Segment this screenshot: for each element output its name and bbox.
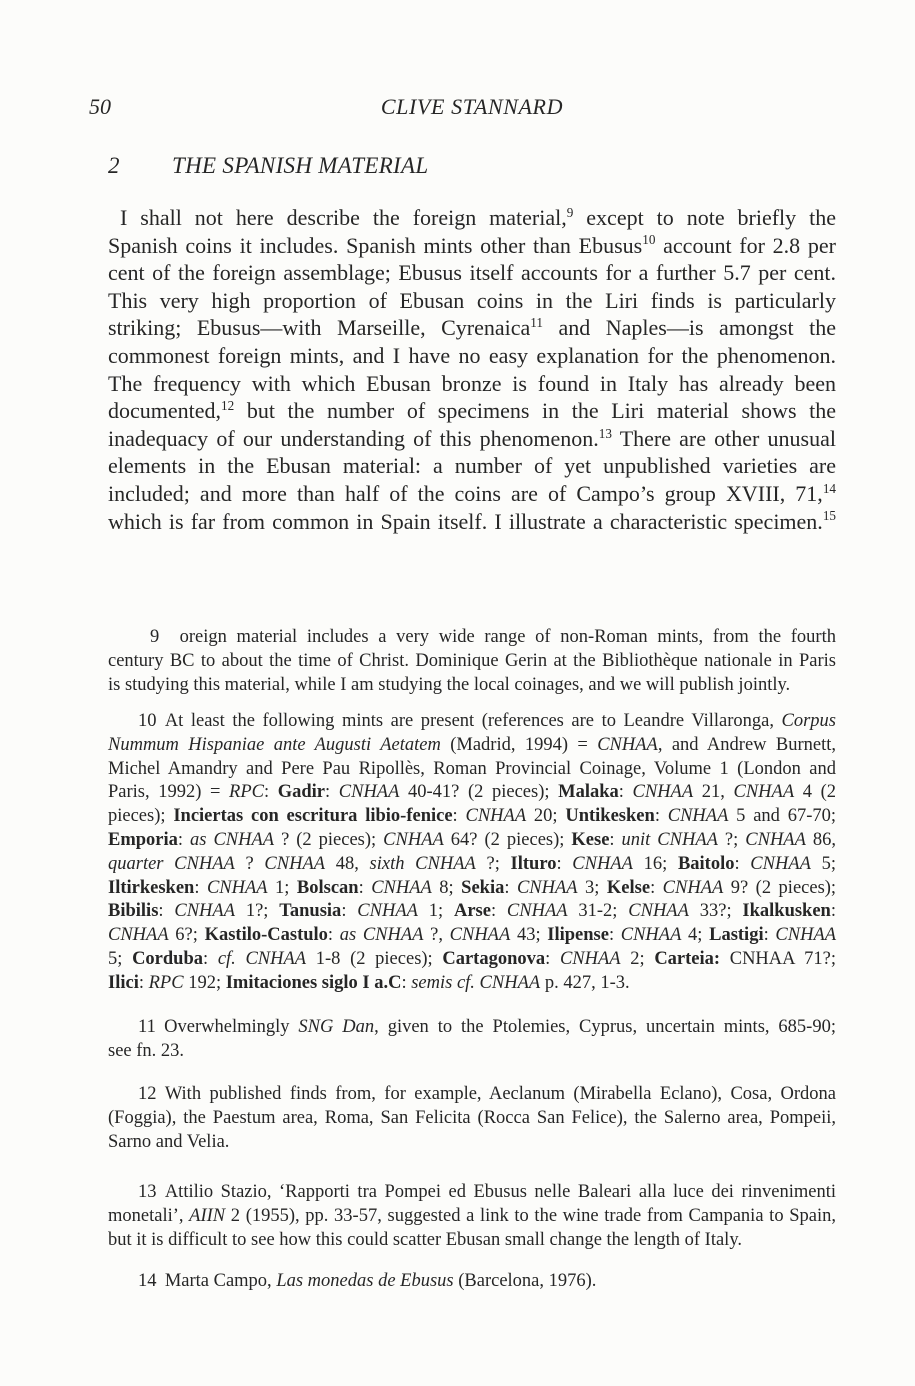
italic-run: CNHAA — [667, 806, 729, 827]
text-line — [108, 1181, 836, 1205]
text-run: century BC to about the time of Christ. Dominique Gerin at the Bibliothèque nationale in Paris — [108, 650, 836, 671]
bold-run: Carteia: — [654, 948, 721, 969]
bold-run: Ilici — [108, 972, 139, 993]
text-run: ?, — [423, 925, 450, 946]
text-run: : — [556, 853, 573, 874]
text-run: : — [618, 782, 633, 803]
italic-run: CNHAA — [174, 901, 235, 922]
section-number: 2 — [108, 153, 120, 178]
text-run: 192; — [183, 972, 226, 993]
line-content — [108, 735, 836, 755]
text-run: 1; — [267, 877, 297, 898]
bold-run: Baitolo — [677, 853, 735, 874]
bold-run: Ilipense — [547, 925, 609, 946]
text-run: ? (2 pieces); — [274, 829, 384, 850]
italic-run: CNHAA — [662, 877, 724, 898]
bold-run: Gadir — [277, 782, 326, 803]
footnote — [108, 710, 836, 996]
line-content — [108, 782, 836, 802]
text-run: which is far from common in Spain itself. I illustrate a characteristic specimen. — [108, 508, 823, 534]
text-run: 31-2; — [567, 901, 629, 922]
text-line — [108, 1205, 836, 1229]
text-run: Paris, 1992) = — [108, 782, 230, 803]
italic-run: CNHAA — [338, 782, 400, 803]
text-run: : — [325, 782, 339, 803]
italic-run: CNHAA — [620, 925, 682, 946]
bold-run: Sekia — [461, 877, 505, 898]
running-head: CLIVE STANNARD — [380, 94, 564, 119]
italic-run: CNHAA — [371, 877, 432, 898]
line-content — [108, 854, 836, 874]
footnote-ref: 10 — [642, 232, 656, 248]
italic-run: CNHAA — [572, 853, 633, 874]
text-line — [108, 452, 836, 480]
text-run: CNHAA 71?; — [720, 948, 836, 969]
footnote — [108, 626, 836, 697]
text-line — [108, 758, 836, 782]
line-content — [108, 371, 836, 396]
footnote-ref: 11 — [530, 315, 543, 331]
bold-run: Untikesken — [565, 806, 655, 827]
italic-run: CNHAA — [632, 782, 694, 803]
text-run: : — [158, 901, 175, 922]
text-line — [108, 397, 836, 425]
line-content — [108, 233, 836, 258]
text-line — [108, 1016, 836, 1040]
text-run: : — [401, 972, 412, 993]
text-run: , given to the Ptolemies, Cyprus, uncertain mints, 685-90; — [374, 1017, 836, 1037]
text-run: With published finds from, for example, Aeclanum (Mirabella Eclano), Cosa, Ordona — [164, 1084, 836, 1104]
text-line — [108, 508, 836, 536]
text-run: but the number of specimens in the Liri material shows the — [234, 398, 836, 424]
text-run: 1-8 (2 pieces); — [306, 948, 443, 969]
text-run: 33?; — [688, 901, 743, 922]
bold-run: Arse — [453, 901, 491, 922]
italic-run: semis cf. CNHAA — [411, 972, 541, 993]
text-line — [108, 1040, 836, 1064]
line-content — [108, 1206, 836, 1226]
footnote-number: 9 — [150, 627, 160, 647]
text-run: : — [358, 877, 372, 898]
italic-run: CNHAA — [750, 853, 811, 874]
bold-run: Kese — [571, 829, 610, 850]
text-line — [108, 1107, 836, 1131]
bold-run: Corduba — [132, 948, 204, 969]
italic-run: CNHAA — [357, 901, 418, 922]
text-run: This very high proportion of Ebusan coins in the Liri finds is particularly — [108, 287, 836, 313]
text-run: : — [734, 853, 751, 874]
line-content — [108, 1230, 742, 1250]
text-line — [108, 1131, 836, 1155]
text-line — [108, 425, 836, 453]
text-run: The frequency with which Ebusan bronze is found in Italy has already been — [108, 370, 836, 396]
footnote-ref: 9 — [566, 204, 574, 220]
bold-run: Inciertas con escritura libio-fenice — [173, 806, 453, 827]
footnote-number: 10 — [138, 711, 157, 731]
bold-run: Cartagonova — [442, 948, 546, 969]
text-run: Sarno and Velia. — [108, 1131, 230, 1152]
line-content — [108, 481, 836, 506]
text-run: : — [177, 829, 191, 850]
bold-run: Tanusia — [279, 901, 342, 922]
bold-run: Imitaciones siglo I a.C — [225, 972, 402, 993]
text-line — [108, 650, 836, 674]
italic-run: AIIN — [189, 1205, 226, 1226]
bold-run: Bibilis — [108, 901, 159, 922]
text-run: ?; — [717, 829, 746, 850]
footnote-number: 12 — [138, 1084, 157, 1104]
italic-run: as CNHAA — [190, 829, 275, 850]
text-line — [108, 626, 836, 650]
line-content — [108, 806, 836, 826]
text-run: : — [203, 948, 218, 969]
line-content — [108, 426, 836, 451]
italic-run: cf. CNHAA — [217, 948, 307, 969]
text-run: 40-41? (2 pieces); — [399, 782, 559, 803]
italic-run: CNHAA — [108, 925, 169, 946]
italic-run: CNHAA — [465, 806, 527, 827]
text-line — [108, 287, 836, 315]
line-content — [108, 1041, 184, 1061]
italic-run: CNHAA — [506, 901, 568, 922]
text-run: : — [545, 948, 560, 969]
footnote — [108, 1083, 836, 1154]
italic-run: CNHAA — [559, 948, 621, 969]
text-run: : — [650, 877, 663, 898]
text-run: 5; — [810, 853, 837, 874]
italic-run: sixth CNHAA — [369, 853, 476, 874]
text-run: Marta Campo, — [164, 1271, 277, 1291]
text-run: 43; — [510, 925, 548, 946]
footnote-number: 11 — [138, 1017, 156, 1037]
line-content — [108, 925, 836, 945]
text-run: At least the following mints are present (references are to Leandre Villaronga, — [164, 711, 782, 731]
footnote — [108, 1016, 836, 1064]
text-run: : — [138, 972, 149, 993]
text-line — [108, 674, 836, 698]
line-content — [108, 398, 836, 423]
italic-run: Nummum Hispaniae ante Augusti Aetatem — [108, 734, 441, 755]
italic-run: CNHAA — [597, 734, 658, 755]
text-line — [108, 781, 836, 805]
text-line — [108, 370, 836, 398]
line-content — [108, 288, 836, 313]
text-run: cent of the foreign assemblage; Ebusus itself accounts for a further 5.7 per cent. — [108, 260, 836, 286]
text-run: (Barcelona, 1976). — [453, 1271, 597, 1291]
text-run: : — [654, 806, 668, 827]
text-run: 9? (2 pieces); — [723, 877, 837, 898]
italic-run: CNHAA — [745, 829, 806, 850]
text-run: monetali’, — [108, 1205, 190, 1226]
text-run: oreign material includes a very wide range of non-Roman mints, from the fourth — [179, 627, 836, 647]
text-line — [108, 342, 836, 370]
text-run: 6?; — [168, 925, 205, 946]
line-content — [138, 1084, 836, 1104]
text-run: see fn. 23. — [108, 1040, 185, 1061]
bold-run: Lastigi — [709, 925, 764, 946]
text-run: 8; — [431, 877, 462, 898]
text-run: 64? (2 pieces); — [443, 829, 572, 850]
footnote-number: 13 — [138, 1182, 157, 1202]
text-run: pieces); — [108, 806, 174, 827]
line-content — [108, 759, 836, 779]
text-line — [108, 259, 836, 287]
bold-run: Ikalkusken — [742, 901, 831, 922]
text-run: 2; — [620, 948, 655, 969]
italic-run: CNHAA — [206, 877, 268, 898]
text-run: : — [608, 925, 621, 946]
line-content — [138, 1271, 596, 1291]
footnote-ref: 13 — [598, 425, 612, 441]
text-run: : — [452, 806, 466, 827]
footnote — [108, 1270, 836, 1294]
body-paragraph — [108, 204, 836, 535]
text-run: 86, — [805, 829, 837, 850]
text-line — [108, 853, 836, 877]
text-run: included; and more than half of the coins are of Campo’s group XVIII, 71, — [108, 480, 823, 506]
text-line — [108, 204, 836, 232]
text-run: 16; — [632, 853, 678, 874]
text-run: 4; — [681, 925, 710, 946]
text-run: account for 2.8 per — [655, 232, 836, 258]
italic-run: Corpus — [781, 711, 836, 731]
text-run: I shall not here describe the foreign material, — [120, 205, 567, 230]
line-content — [150, 627, 836, 647]
line-content — [108, 675, 790, 695]
text-run: : — [194, 877, 207, 898]
text-run: and Naples—is amongst the — [543, 315, 836, 341]
footnote-number: 14 — [138, 1271, 157, 1291]
text-run: 48, — [325, 853, 370, 874]
text-line — [108, 480, 836, 508]
italic-run: unit CNHAA — [621, 829, 718, 850]
text-run: commonest foreign mints, and I have no easy explanation for the phenomenon. — [108, 342, 836, 368]
line-content — [138, 711, 836, 731]
line-content — [108, 343, 836, 368]
text-run: except to note briefly the — [573, 205, 836, 230]
page-number: 50 — [89, 94, 111, 119]
bold-run: Iltirkesken — [108, 877, 195, 898]
text-run: 5 and 67-70; — [728, 806, 837, 827]
text-run: striking; Ebusus—with Marseille, Cyrenaica — [108, 315, 531, 341]
text-line — [108, 1083, 836, 1107]
line-content — [108, 949, 836, 969]
text-run: 3; — [577, 877, 607, 898]
text-line — [108, 805, 836, 829]
text-run: inadequacy of our understanding of this phenomenon. — [108, 425, 599, 451]
text-run: : — [504, 877, 517, 898]
text-line — [108, 734, 836, 758]
text-run: : — [763, 925, 776, 946]
text-run: documented, — [108, 398, 222, 424]
text-run: : — [490, 901, 507, 922]
text-line — [108, 877, 836, 901]
text-run: but it is difficult to see how this could scatter Ebusan small change the length of Italy. — [108, 1229, 742, 1250]
text-run: : — [327, 925, 340, 946]
text-run: p. 427, 1-3. — [540, 972, 630, 993]
text-run: 21, — [693, 782, 734, 803]
bold-run: Kelse — [606, 877, 651, 898]
text-run: 1?; — [235, 901, 280, 922]
text-run: : — [830, 901, 836, 922]
line-content — [108, 901, 836, 921]
text-run: (Madrid, 1994) = — [440, 734, 598, 755]
text-line — [108, 1229, 836, 1253]
italic-run: CNHAA — [628, 901, 689, 922]
bold-run: Malaka — [558, 782, 619, 803]
line-content — [108, 1132, 229, 1152]
text-run: Overwhelmingly — [164, 1017, 299, 1037]
text-run: : — [263, 782, 278, 803]
bold-run: Emporia — [108, 829, 178, 850]
text-run: Michel Amandry and Pere Pau Ripollès, Roman Provincial Coinage, Volume 1 (London and — [108, 758, 836, 779]
line-content — [108, 830, 836, 850]
bold-run: Bolscan — [296, 877, 359, 898]
bold-run: Ilturo — [510, 853, 557, 874]
text-line — [108, 314, 836, 342]
line-content — [108, 315, 836, 340]
text-run: 2 (1955), pp. 33-57, suggested a link to the wine trade from Campania to Spain, — [225, 1205, 836, 1226]
text-line — [108, 924, 836, 948]
text-run: 4 (2 — [794, 782, 837, 803]
footnote — [108, 1181, 836, 1252]
line-content — [138, 1017, 836, 1037]
italic-run: CNHAA — [733, 782, 795, 803]
text-run: elements in the Ebusan material: a number of yet unpublished varieties are — [108, 453, 836, 479]
text-run: , and Andrew Burnett, — [657, 734, 837, 755]
text-run: Spanish coins it includes. Spanish mints other than Ebusus — [108, 232, 643, 258]
line-content — [108, 973, 630, 993]
text-run: 20; — [526, 806, 566, 827]
italic-run: RPC — [229, 782, 264, 803]
section-title: THE SPANISH MATERIAL — [172, 153, 429, 178]
line-content — [108, 453, 836, 478]
line-content — [108, 878, 836, 898]
text-run: 5; — [108, 948, 133, 969]
line-content — [120, 205, 836, 230]
footnote-ref: 15 — [822, 508, 836, 524]
text-line — [108, 829, 836, 853]
italic-run: as CNHAA — [339, 925, 424, 946]
text-run: : — [609, 829, 622, 850]
line-content — [138, 1182, 836, 1202]
footnote-ref: 12 — [221, 397, 235, 413]
text-line — [108, 900, 836, 924]
bold-run: Kastilo-Castulo — [204, 925, 328, 946]
italic-run: CNHAA — [775, 925, 837, 946]
line-content — [108, 260, 836, 285]
italic-run: CNHAA — [264, 853, 326, 874]
text-run: : — [341, 901, 358, 922]
text-run: There are other unusual — [611, 425, 836, 451]
footnote-ref: 14 — [822, 480, 836, 496]
italic-run: CNHAA — [449, 925, 511, 946]
italic-run: Las monedas de Ebusus — [276, 1271, 454, 1291]
text-line — [108, 972, 836, 996]
line-content — [108, 651, 836, 671]
line-content — [108, 1108, 836, 1128]
text-run: ?; — [475, 853, 511, 874]
text-run: 1; — [417, 901, 454, 922]
italic-run: CNHAA — [516, 877, 578, 898]
italic-run: CNHAA — [383, 829, 444, 850]
text-run: (Foggia), the Paestum area, Roma, San Felicita (Rocca San Felice), the Salerno area, Pompeii, — [108, 1107, 836, 1128]
italic-run: RPC — [148, 972, 184, 993]
italic-run: SNG Dan — [298, 1017, 375, 1037]
text-line — [108, 710, 836, 734]
text-line — [108, 1270, 836, 1294]
text-line — [108, 232, 836, 260]
line-content — [108, 509, 836, 534]
text-run: ? — [234, 853, 265, 874]
text-run: is studying this material, while I am studying the local coinages, and we will publish jointly. — [108, 674, 791, 695]
text-line — [108, 948, 836, 972]
text-run: Attilio Stazio, ‘Rapporti tra Pompei ed Ebusus nelle Baleari alla luce dei rinvenimenti — [164, 1182, 836, 1202]
italic-run: quarter CNHAA — [108, 853, 235, 874]
